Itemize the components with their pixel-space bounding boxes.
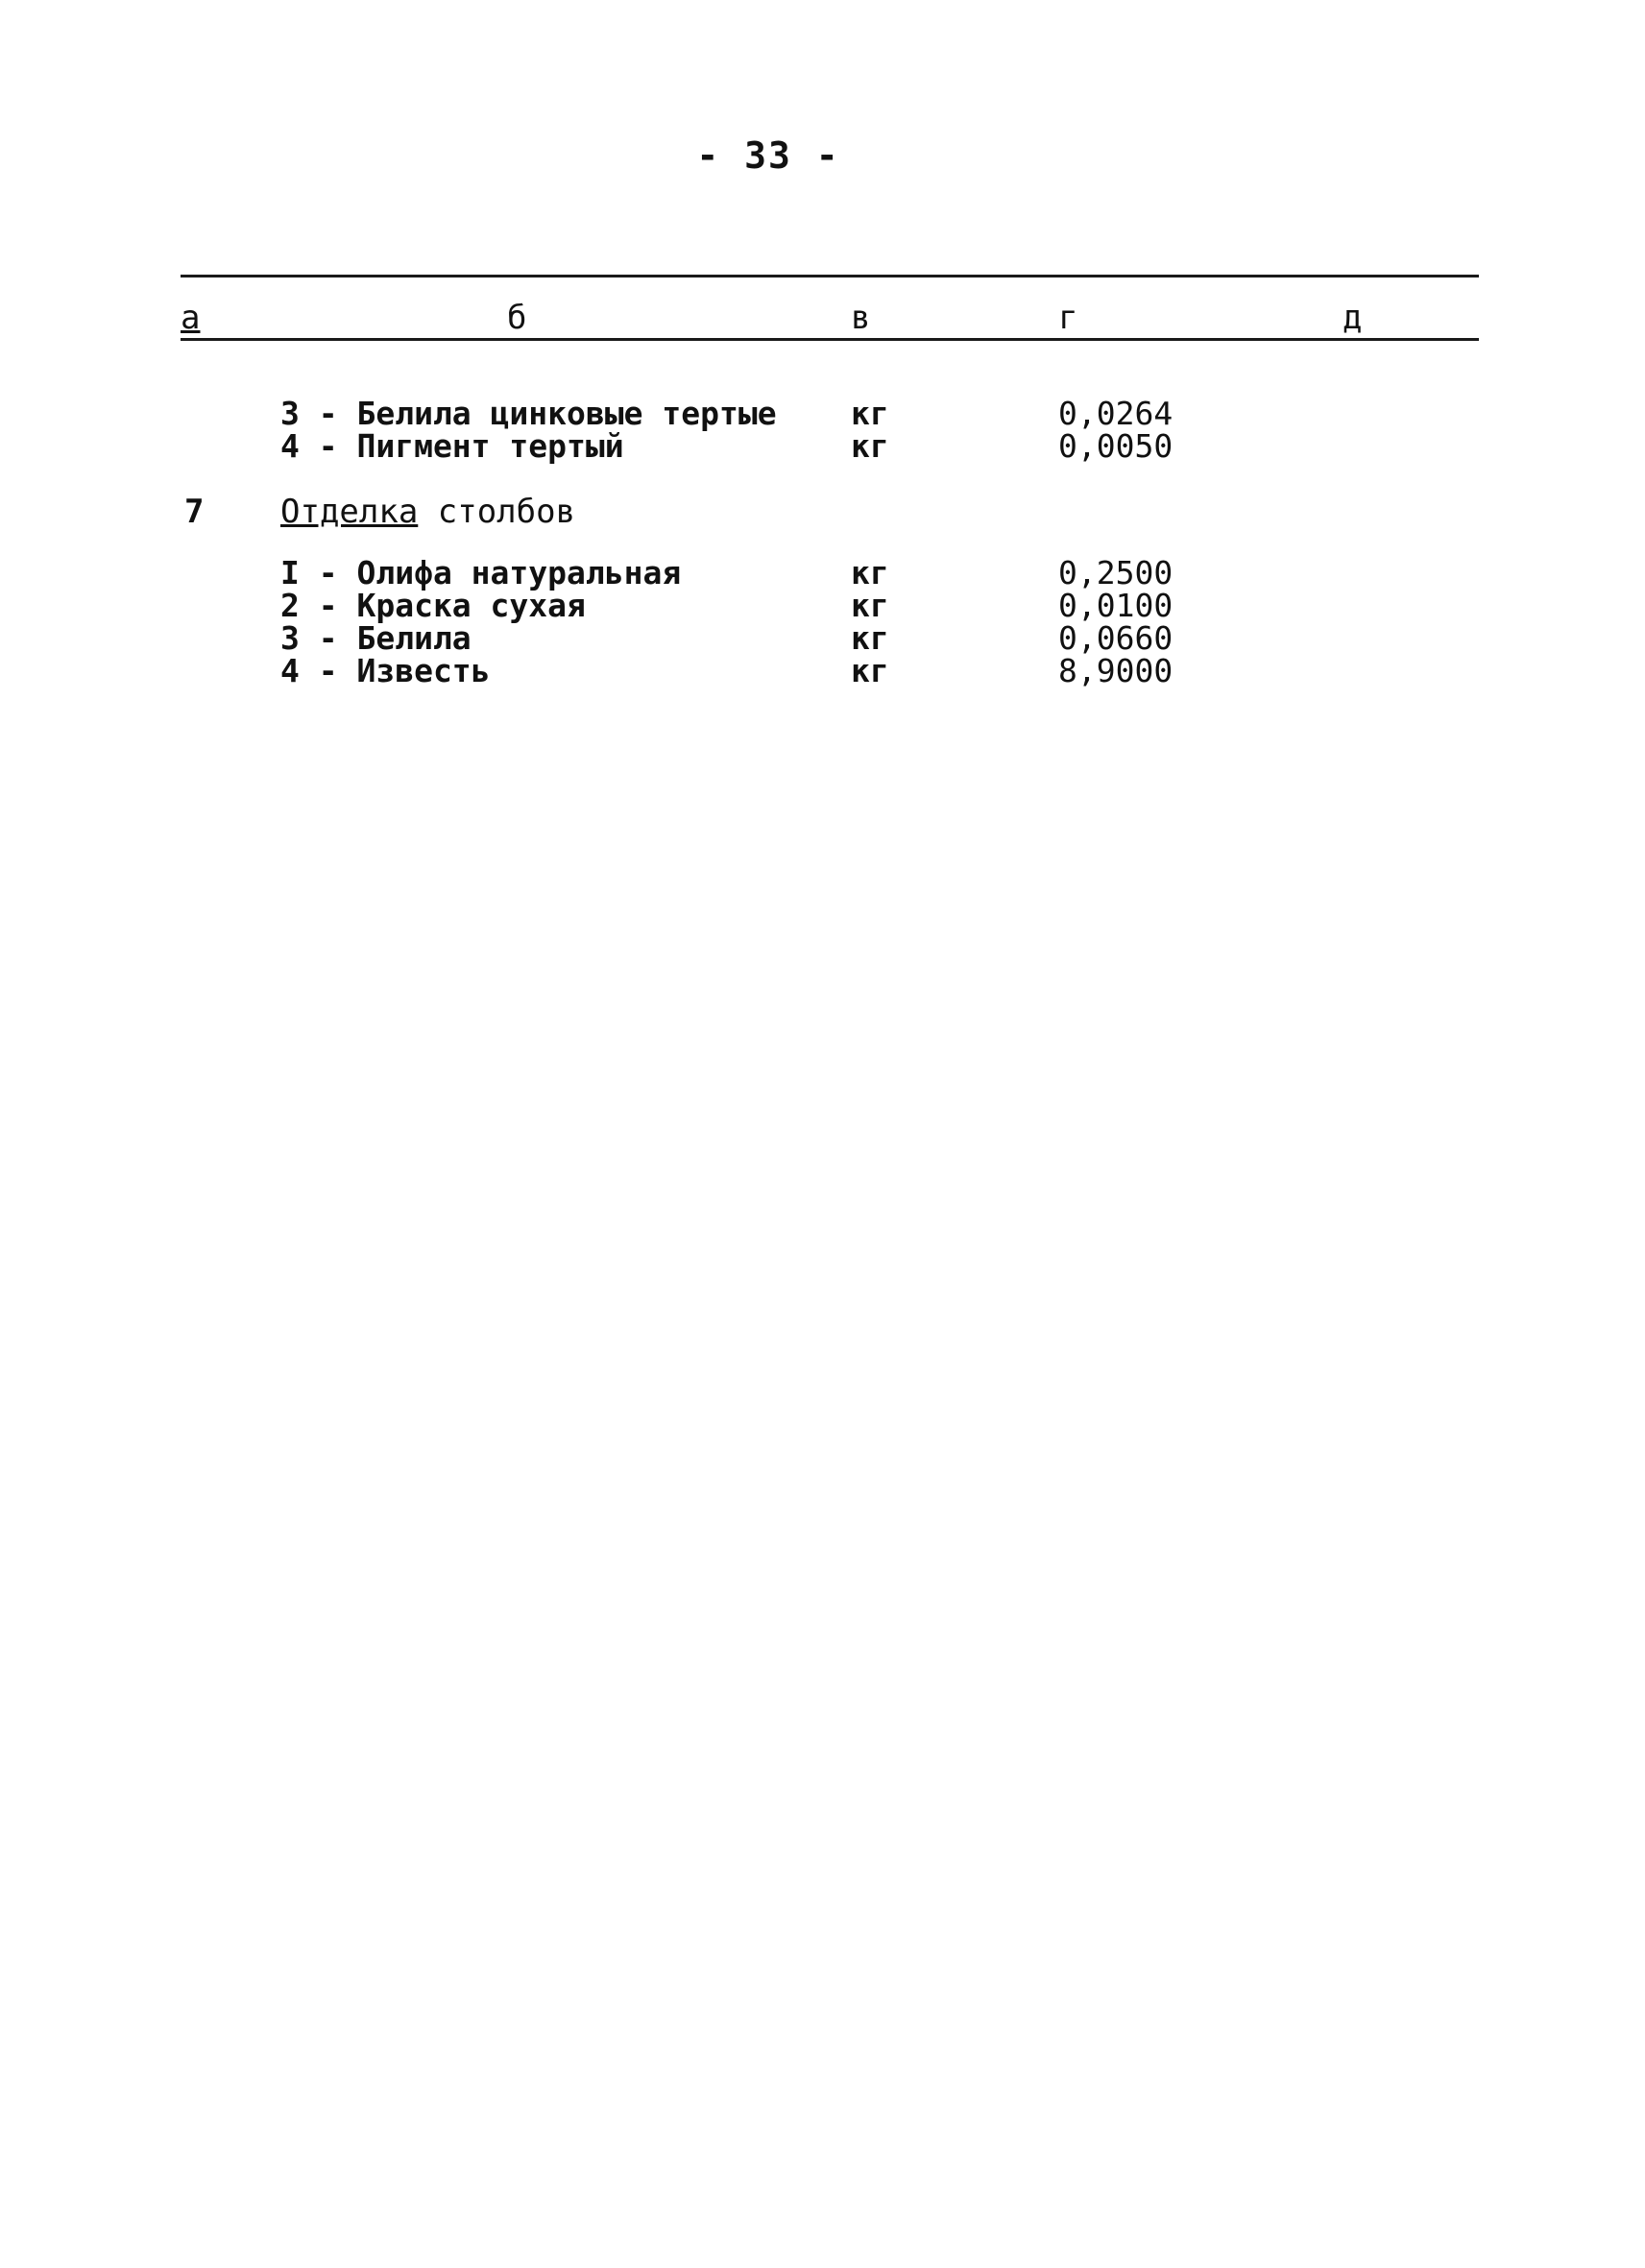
material-name: 3 - Белила цинковые тертые xyxy=(280,395,777,432)
section-title-rest: столбов xyxy=(418,493,576,531)
material-unit: кг xyxy=(851,587,889,624)
table-header-rule xyxy=(181,338,1479,341)
material-unit: кг xyxy=(851,652,889,689)
material-name: 4 - Пигмент тертый xyxy=(280,427,624,465)
column-header-d: д xyxy=(1343,299,1363,337)
material-name: 2 - Краска сухая xyxy=(280,587,586,624)
material-quantity: 0,2500 xyxy=(1058,554,1173,591)
table-row xyxy=(0,427,1645,465)
material-quantity: 0,0660 xyxy=(1058,619,1173,657)
column-header-v: в xyxy=(851,299,871,337)
column-header-a: а xyxy=(181,299,201,337)
table-row xyxy=(0,395,1645,432)
material-unit: кг xyxy=(851,554,889,591)
material-unit: кг xyxy=(851,619,889,657)
table-row xyxy=(0,554,1645,591)
material-quantity: 0,0100 xyxy=(1058,587,1173,624)
material-unit: кг xyxy=(851,395,889,432)
column-header-g: г xyxy=(1058,299,1078,337)
material-quantity: 0,0264 xyxy=(1058,395,1173,432)
column-header-b: б xyxy=(507,299,527,337)
section-title-underlined: Отделка xyxy=(280,493,419,531)
table-top-rule xyxy=(181,275,1479,277)
table-row xyxy=(0,587,1645,624)
table-row xyxy=(0,619,1645,657)
section-number: 7 xyxy=(184,493,205,531)
section-title xyxy=(280,494,575,530)
page-number: - 33 - xyxy=(696,134,840,177)
material-quantity: 0,0050 xyxy=(1058,427,1173,465)
material-quantity: 8,9000 xyxy=(1058,652,1173,689)
material-name: I - Олифа натуральная xyxy=(280,554,682,591)
material-unit: кг xyxy=(851,427,889,465)
material-name: 3 - Белила xyxy=(280,619,472,657)
material-name: 4 - Известь xyxy=(280,652,491,689)
table-row xyxy=(0,652,1645,689)
